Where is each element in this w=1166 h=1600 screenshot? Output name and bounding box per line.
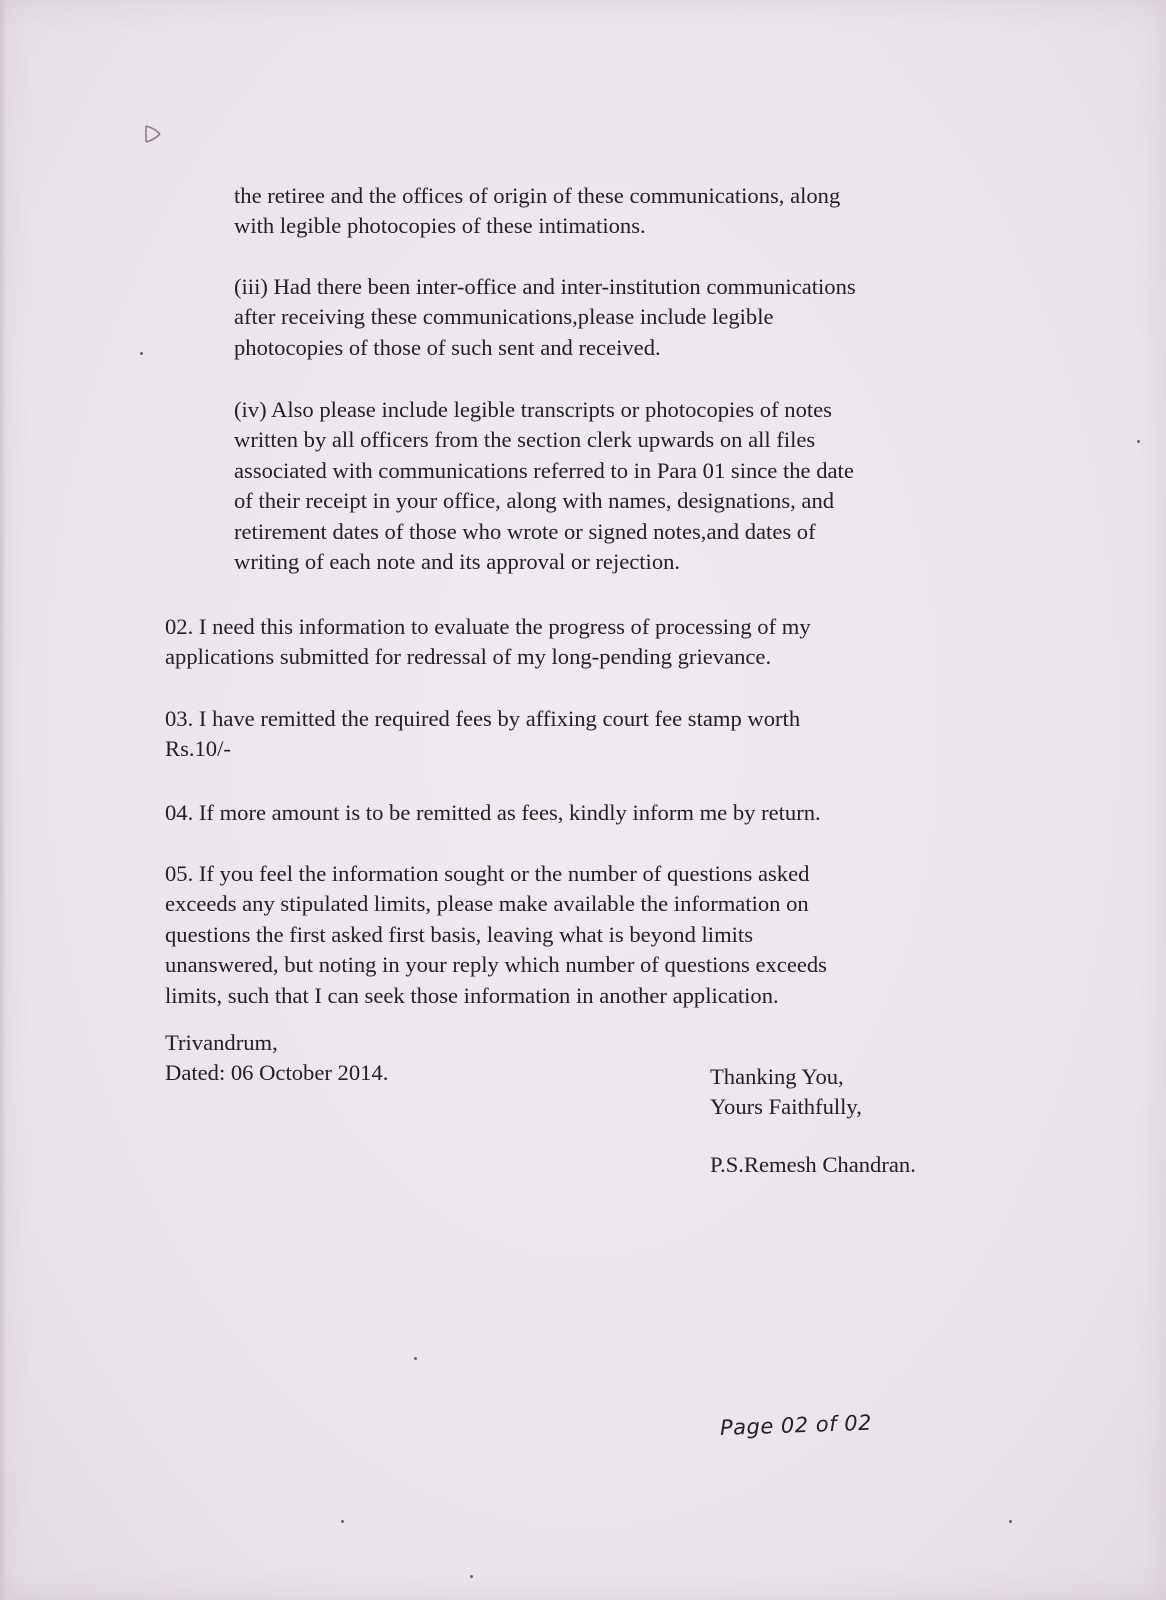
text-line: of their receipt in your office, along with names, designations, and (234, 488, 835, 514)
text-line: Rs.10/- (165, 736, 231, 762)
closing-thanks: Thanking You, (710, 1064, 844, 1089)
paragraph-05 (165, 859, 827, 1011)
paragraph-04 (165, 798, 821, 828)
staple-mark-icon (140, 122, 166, 146)
handwritten-page-number: Page 02 of 02 (719, 1410, 873, 1440)
text-line: photocopies of those of such sent and received. (234, 334, 661, 360)
text-line: 05. If you feel the information sought or the number of questions asked (165, 861, 810, 886)
closing-block (710, 1062, 862, 1123)
speck (140, 352, 143, 355)
item-iv (234, 395, 854, 577)
text-line: unanswered, but noting in your reply which number of questions exceeds (165, 952, 827, 978)
text-line: writing of each note and its approval or rejection. (234, 549, 681, 575)
text-line: (iii) Had there been inter-office and inter-institution communications (234, 274, 856, 299)
text-line: questions the first asked first basis, leaving what is beyond limits (165, 921, 753, 947)
paragraph-02 (165, 612, 811, 673)
text-line: 03. I have remitted the required fees by affixing court fee stamp worth (165, 706, 801, 731)
text-line: associated with communications referred to in Para 01 since the date (234, 457, 854, 483)
item-iii (234, 272, 856, 363)
text-line: with legible photocopies of these intimations. (234, 213, 646, 239)
text-line: the retiree and the offices of origin of these communications, along (234, 183, 841, 208)
text-line: after receiving these communications,please include legible (234, 304, 774, 330)
paragraph-03 (165, 704, 800, 765)
signatory-name: P.S.Remesh Chandran. (710, 1152, 916, 1177)
text-line: 04. If more amount is to be remitted as fees, kindly inform me by return. (165, 800, 821, 825)
closing-yours: Yours Faithfully, (710, 1094, 862, 1120)
speck (341, 1520, 344, 1523)
paragraph-continuation (234, 181, 840, 242)
text-line: exceeds any stipulated limits, please make available the information on (165, 891, 809, 917)
text-line: (iv) Also please include legible transcripts or photocopies of notes (234, 397, 832, 422)
place-line: Trivandrum, (165, 1030, 278, 1055)
text-line: 02. I need this information to evaluate the progress of processing of my (165, 614, 811, 639)
speck (1137, 440, 1140, 443)
date-line: Dated: 06 October 2014. (165, 1060, 389, 1085)
text-line: applications submitted for redressal of my long-pending grievance. (165, 644, 772, 670)
speck (414, 1357, 417, 1360)
text-line: limits, such that I can seek those information in another application. (165, 982, 779, 1008)
paper-left-edge (0, 0, 6, 1600)
text-line: retirement dates of those who wrote or signed notes,and dates of (234, 518, 816, 544)
speck (470, 1575, 473, 1578)
speck (1009, 1520, 1012, 1523)
text-line: written by all officers from the section clerk upwards on all files (234, 427, 816, 453)
